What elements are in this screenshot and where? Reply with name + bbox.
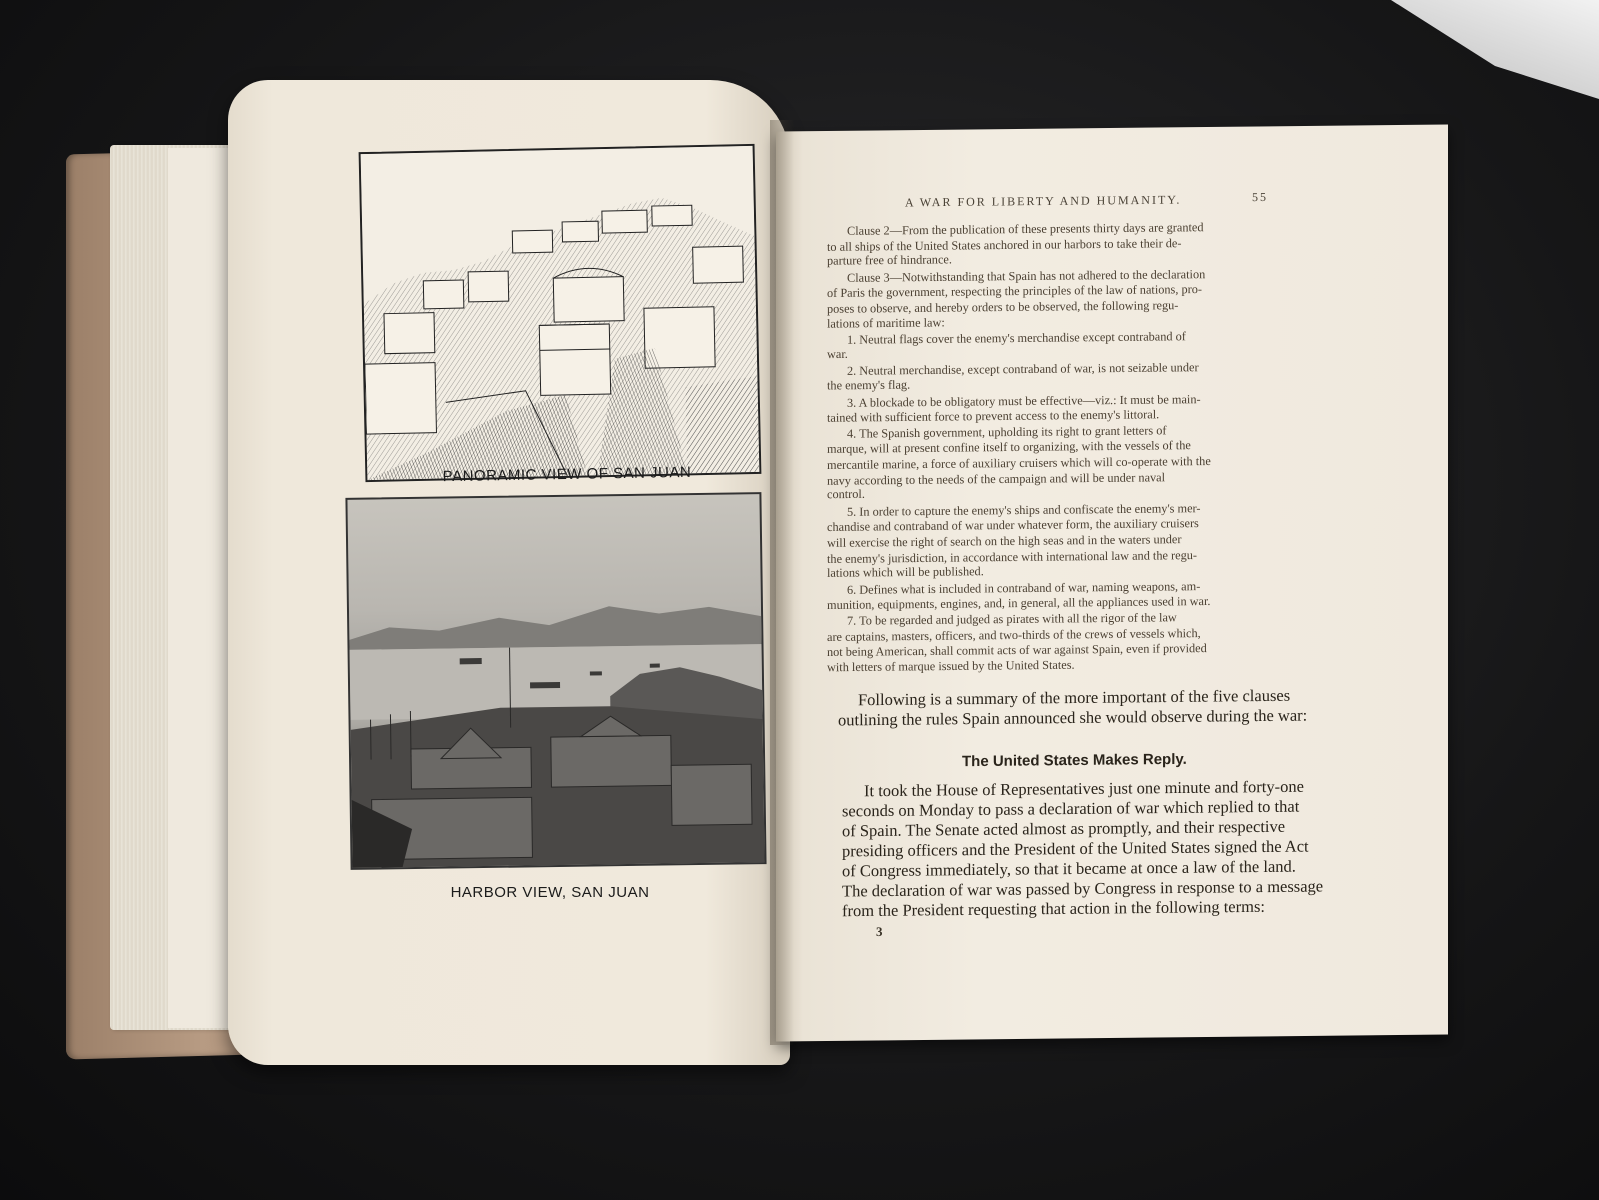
page-number: 55 bbox=[1252, 189, 1268, 205]
text-line: 7. To be regarded and judged as pirates with all the rigor of the law bbox=[847, 610, 1177, 628]
text-line: lations which will be published. bbox=[827, 564, 984, 581]
signature-mark: 3 bbox=[876, 923, 883, 940]
text-line: seconds on Monday to pass a declaration of war which replied to that bbox=[842, 796, 1300, 821]
book-gutter-shadow bbox=[770, 120, 794, 1045]
text-line: of Spain. The Senate acted almost as promptly, and their respective bbox=[842, 816, 1286, 841]
background-wall bbox=[1339, 0, 1599, 110]
text-line: The declaration of war was passed by Congress in response to a message bbox=[842, 876, 1324, 901]
text-line: 5. In order to capture the enemy's ships and confiscate the enemy's mer- bbox=[847, 500, 1201, 519]
harbor-photograph bbox=[345, 492, 766, 870]
text-line: Following is a summary of the more important of the five clauses bbox=[858, 685, 1291, 710]
text-line: are captains, masters, officers, and two-thirds of the crews of vessels which, bbox=[827, 625, 1201, 644]
text-line: marque, will at present confine itself to organizing, with the vessels of the bbox=[827, 438, 1191, 457]
text-line: from the President requesting that action in the following terms: bbox=[842, 896, 1265, 921]
text-line: 1. Neutral flags cover the enemy's merchandise except contraband of bbox=[847, 329, 1186, 347]
text-line: with letters of marque issued by the United States. bbox=[827, 657, 1075, 675]
text-line: navy according to the needs of the campaign and will be under naval bbox=[827, 469, 1166, 488]
text-line: parture free of hindrance. bbox=[827, 252, 952, 268]
section-heading: The United States Makes Reply. bbox=[962, 750, 1187, 771]
text-line: the enemy's jurisdiction, in accordance with international law and the regu- bbox=[827, 547, 1197, 566]
text-line: outlining the rules Spain announced she would observe during the war: bbox=[838, 705, 1308, 730]
text-line: Clause 2—From the publication of these presents thirty days are granted bbox=[847, 220, 1204, 238]
caption-panoramic: PANORAMIC VIEW OF SAN JUAN bbox=[442, 463, 692, 486]
text-line: tained with sufficient force to prevent access to the enemy's littoral. bbox=[827, 407, 1160, 425]
text-line: 3. A blockade to be obligatory must be effective—viz.: It must be main- bbox=[847, 391, 1201, 410]
text-line: 4. The Spanish government, upholding its right to grant letters of bbox=[847, 423, 1167, 441]
text-line: Clause 3—Notwithstanding that Spain has not adhered to the declaration bbox=[847, 266, 1206, 285]
text-line: lations of maritime law: bbox=[827, 314, 945, 331]
text-line: chandise and contraband of war under whatever form, the auxiliary cruisers bbox=[827, 516, 1199, 535]
text-line: to all ships of the United States anchored in our harbors to take their de- bbox=[827, 235, 1182, 254]
panoramic-illustration bbox=[359, 144, 762, 482]
text-line: 2. Neutral merchandise, except contraband of war, is not seizable under bbox=[847, 360, 1199, 379]
text-line: the enemy's flag. bbox=[827, 377, 911, 393]
caption-harbor: HARBOR VIEW, SAN JUAN bbox=[450, 884, 650, 901]
text-line: control. bbox=[827, 486, 865, 502]
text-line: war. bbox=[827, 346, 848, 361]
text-line: mercantile marine, a force of auxiliary cruisers which will co-operate with the bbox=[827, 453, 1211, 473]
text-line: not being American, shall commit acts of war against Spain, even if provided bbox=[827, 641, 1207, 660]
text-line: munition, equipments, engines, and, in general, all the appliances used in war. bbox=[827, 594, 1211, 613]
text-line: of Paris the government, respecting the principles of the law of nations, pro- bbox=[827, 282, 1202, 301]
text-line: will exercise the right of search on the high seas and in the waters under bbox=[827, 532, 1182, 550]
text-line: 6. Defines what is included in contraband of war, naming weapons, am- bbox=[847, 578, 1201, 597]
running-head: A WAR FOR LIBERTY AND HUMANITY. bbox=[905, 192, 1182, 210]
text-line: It took the House of Representatives just one minute and forty-one bbox=[864, 776, 1304, 801]
text-line: presiding officers and the President of the United States signed the Act bbox=[842, 836, 1309, 861]
text-line: of Congress immediately, so that it became at once a law of the land. bbox=[842, 856, 1296, 881]
text-line: poses to observe, and hereby orders to be observed, the following regu- bbox=[827, 298, 1179, 316]
